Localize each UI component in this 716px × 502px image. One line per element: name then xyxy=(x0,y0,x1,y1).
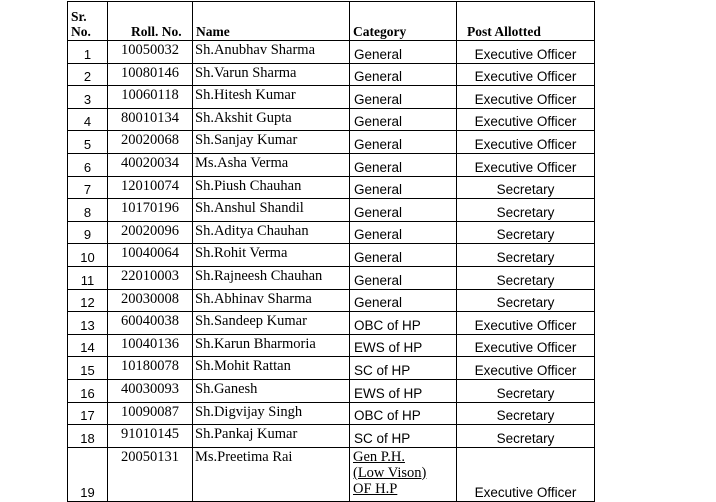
cell-post-allotted: Secretary xyxy=(457,402,595,425)
cell-sr-no: 9 xyxy=(68,221,108,244)
cell-roll-no: 10170196 xyxy=(108,199,193,222)
cell-roll-no: 10040136 xyxy=(108,334,193,357)
cell-post-allotted: Executive Officer xyxy=(457,357,595,380)
cell-category: OBC of HP xyxy=(350,312,457,335)
cell-post-allotted: Secretary xyxy=(457,379,595,402)
cell-post-allotted: Secretary xyxy=(457,289,595,312)
cell-name: Sh.Karun Bharmoria xyxy=(193,334,350,357)
cell-sr-no: 12 xyxy=(68,289,108,312)
cell-sr-no: 5 xyxy=(68,131,108,154)
cell-category: General xyxy=(350,199,457,222)
cell-roll-no: 40020034 xyxy=(108,153,193,176)
cell-category: EWS of HP xyxy=(350,379,457,402)
cell-post-allotted: Secretary xyxy=(457,199,595,222)
table-row xyxy=(68,221,595,244)
cell-name: Sh.Rohit Verma xyxy=(193,244,350,267)
cell-roll-no: 10080146 xyxy=(108,63,193,86)
cell-sr-no: 18 xyxy=(68,425,108,448)
cell-name: Sh.Digvijay Singh xyxy=(193,402,350,425)
cell-post-allotted: Executive Officer xyxy=(457,63,595,86)
cell-category: General xyxy=(350,221,457,244)
cell-name: Sh.Rajneesh Chauhan xyxy=(193,266,350,289)
table-row xyxy=(68,334,595,357)
allotment-table xyxy=(67,1,595,502)
cell-name: Sh.Varun Sharma xyxy=(193,63,350,86)
cell-post-allotted: Executive Officer xyxy=(457,153,595,176)
cell-name: Sh.Hitesh Kumar xyxy=(193,86,350,109)
header-name: Name xyxy=(193,2,350,41)
cell-sr-no: 2 xyxy=(68,63,108,86)
cell-sr-no: 7 xyxy=(68,176,108,199)
table-row xyxy=(68,425,595,448)
cell-sr-no: 15 xyxy=(68,357,108,380)
cell-category: General xyxy=(350,131,457,154)
cell-roll-no: 22010003 xyxy=(108,266,193,289)
cell-name: Sh.Sanjay Kumar xyxy=(193,131,350,154)
cell-roll-no: 20020096 xyxy=(108,221,193,244)
cell-name: Sh.Anubhav Sharma xyxy=(193,41,350,64)
table-row xyxy=(68,199,595,222)
table-header-row xyxy=(68,2,595,41)
cell-name: Sh.Sandeep Kumar xyxy=(193,312,350,335)
cell-roll-no: 10060118 xyxy=(108,86,193,109)
table-row xyxy=(68,402,595,425)
cell-name: Sh.Mohit Rattan xyxy=(193,357,350,380)
table-row xyxy=(68,357,595,380)
cell-category: General xyxy=(350,244,457,267)
cell-name: Ms.Preetima Rai xyxy=(193,447,350,501)
cell-category: General xyxy=(350,86,457,109)
cell-category: General xyxy=(350,289,457,312)
cell-category: General xyxy=(350,108,457,131)
cell-post-allotted: Secretary xyxy=(457,221,595,244)
header-category: Category xyxy=(350,2,457,41)
cell-name: Sh.Anshul Shandil xyxy=(193,199,350,222)
cell-category: SC of HP xyxy=(350,425,457,448)
header-post-allotted: Post Allotted xyxy=(457,2,595,41)
cell-roll-no: 91010145 xyxy=(108,425,193,448)
cell-post-allotted: Executive Officer xyxy=(457,86,595,109)
cell-roll-no: 20050131 xyxy=(108,447,193,501)
table-row xyxy=(68,41,595,64)
cell-sr-no: 4 xyxy=(68,108,108,131)
cell-roll-no: 40030093 xyxy=(108,379,193,402)
cell-post-allotted: Executive Officer xyxy=(457,334,595,357)
cell-sr-no: 17 xyxy=(68,402,108,425)
document-page xyxy=(67,1,595,502)
cell-category: General xyxy=(350,176,457,199)
cell-sr-no: 8 xyxy=(68,199,108,222)
cell-category: General xyxy=(350,41,457,64)
cell-post-allotted: Secretary xyxy=(457,176,595,199)
cell-post-allotted: Executive Officer xyxy=(457,131,595,154)
table-row xyxy=(68,266,595,289)
cell-category xyxy=(350,447,457,501)
table-row xyxy=(68,108,595,131)
table-row xyxy=(68,447,595,501)
cell-name: Sh.Ganesh xyxy=(193,379,350,402)
cell-category: OBC of HP xyxy=(350,402,457,425)
category-line: (Low Vison) xyxy=(353,464,427,481)
cell-post-allotted: Secretary xyxy=(457,244,595,267)
cell-post-allotted: Executive Officer xyxy=(457,108,595,131)
category-line: Gen P.H. xyxy=(353,448,405,465)
cell-roll-no: 10180078 xyxy=(108,357,193,380)
cell-roll-no: 10090087 xyxy=(108,402,193,425)
category-line: OF H.P xyxy=(353,480,398,497)
table-row xyxy=(68,176,595,199)
cell-name: Ms.Asha Verma xyxy=(193,153,350,176)
cell-post-allotted: Secretary xyxy=(457,425,595,448)
table-row xyxy=(68,153,595,176)
cell-roll-no: 20030008 xyxy=(108,289,193,312)
cell-sr-no: 16 xyxy=(68,379,108,402)
cell-post-allotted: Executive Officer xyxy=(457,41,595,64)
cell-roll-no: 60040038 xyxy=(108,312,193,335)
cell-sr-no: 3 xyxy=(68,86,108,109)
cell-sr-no: 11 xyxy=(68,266,108,289)
cell-roll-no: 80010134 xyxy=(108,108,193,131)
table-row xyxy=(68,63,595,86)
cell-name: Sh.Akshit Gupta xyxy=(193,108,350,131)
cell-sr-no: 6 xyxy=(68,153,108,176)
cell-name: Sh.Abhinav Sharma xyxy=(193,289,350,312)
cell-name: Sh.Piush Chauhan xyxy=(193,176,350,199)
cell-name: Sh.Aditya Chauhan xyxy=(193,221,350,244)
header-sr-line2: No. xyxy=(71,24,91,39)
header-sr-no xyxy=(68,2,108,41)
cell-roll-no: 20020068 xyxy=(108,131,193,154)
cell-post-allotted: Secretary xyxy=(457,266,595,289)
cell-category: EWS of HP xyxy=(350,334,457,357)
cell-roll-no: 10050032 xyxy=(108,41,193,64)
table-row xyxy=(68,289,595,312)
cell-name: Sh.Pankaj Kumar xyxy=(193,425,350,448)
cell-post-allotted: Executive Officer xyxy=(457,312,595,335)
table-row xyxy=(68,131,595,154)
cell-sr-no: 19 xyxy=(68,447,108,501)
cell-category: SC of HP xyxy=(350,357,457,380)
cell-roll-no: 12010074 xyxy=(108,176,193,199)
header-roll-no: Roll. No. xyxy=(108,2,193,41)
cell-post-allotted: Executive Officer xyxy=(457,447,595,501)
cell-sr-no: 1 xyxy=(68,41,108,64)
cell-sr-no: 14 xyxy=(68,334,108,357)
table-row xyxy=(68,86,595,109)
cell-category: General xyxy=(350,153,457,176)
cell-sr-no: 13 xyxy=(68,312,108,335)
header-sr-line1: Sr. xyxy=(71,9,87,24)
table-row xyxy=(68,312,595,335)
table-row xyxy=(68,379,595,402)
cell-category: General xyxy=(350,266,457,289)
cell-category: General xyxy=(350,63,457,86)
cell-sr-no: 10 xyxy=(68,244,108,267)
table-row xyxy=(68,244,595,267)
cell-roll-no: 10040064 xyxy=(108,244,193,267)
